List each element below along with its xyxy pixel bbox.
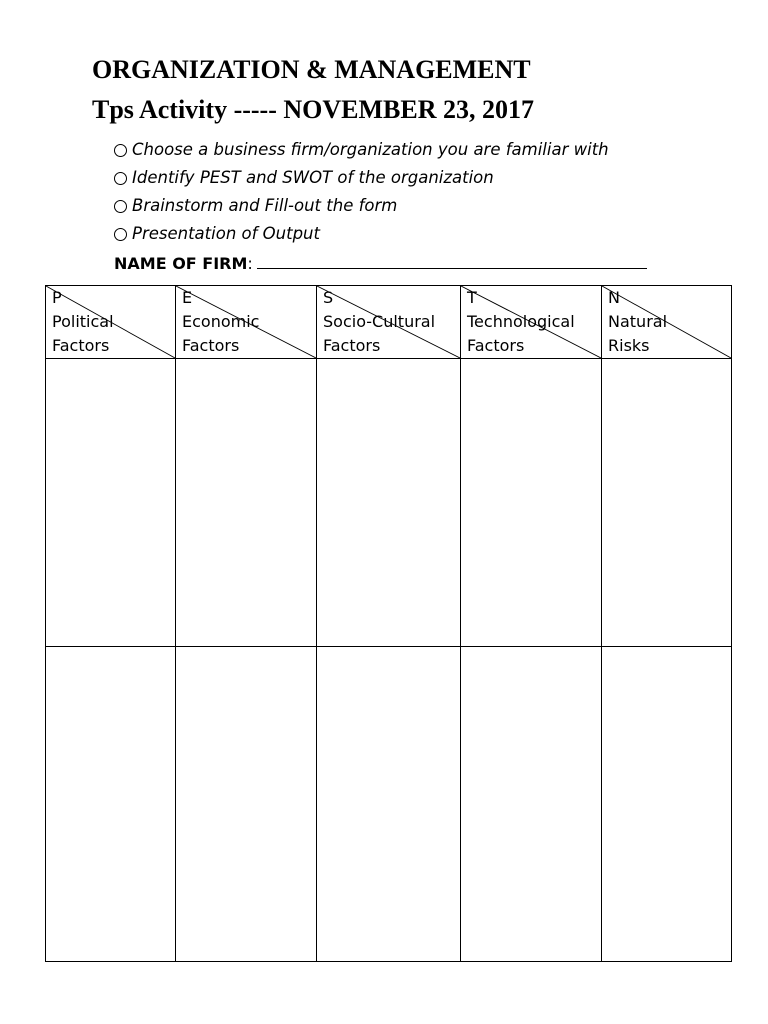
header-label: Socio-Cultural	[323, 312, 436, 331]
activity-date-title: Tps Activity ----- NOVEMBER 23, 2017	[92, 95, 534, 124]
header-letter: S	[323, 288, 334, 307]
blank-cell[interactable]	[317, 647, 461, 962]
blank-cell[interactable]	[176, 647, 317, 962]
header-label: Technological	[467, 312, 575, 331]
instruction-text: Identify PEST and SWOT of the organization	[132, 168, 494, 187]
header-letter: P	[52, 288, 62, 307]
table-row	[46, 647, 732, 962]
firm-name-row	[114, 250, 647, 278]
header-technological	[461, 286, 602, 359]
page-title: ORGANIZATION & MANAGEMENT	[92, 55, 531, 84]
circle-bullet-icon	[114, 144, 127, 157]
pest-header-row	[46, 286, 732, 359]
pest-table	[45, 285, 732, 962]
blank-cell[interactable]	[602, 647, 732, 962]
instruction-item	[114, 220, 609, 248]
header-label: Natural	[608, 312, 668, 331]
header-political	[46, 286, 176, 359]
blank-cell[interactable]	[602, 359, 732, 647]
header-label: Economic	[182, 312, 260, 331]
header-label: Political	[52, 312, 114, 331]
instruction-text: Brainstorm and Fill-out the form	[132, 196, 398, 215]
table-row	[46, 359, 732, 647]
instruction-item	[114, 164, 609, 192]
firm-name-blank-field[interactable]	[257, 252, 647, 269]
blank-cell[interactable]	[461, 647, 602, 962]
instruction-text: Presentation of Output	[132, 224, 320, 243]
circle-bullet-icon	[114, 200, 127, 213]
blank-cell[interactable]	[317, 359, 461, 647]
header-label: Factors	[467, 336, 525, 355]
firm-name-label: NAME OF FIRM	[114, 254, 248, 273]
instruction-list	[114, 136, 609, 248]
header-label: Factors	[182, 336, 240, 355]
blank-cell[interactable]	[461, 359, 602, 647]
header-label: Factors	[52, 336, 110, 355]
header-socio-cultural	[317, 286, 461, 359]
header-letter: T	[467, 288, 477, 307]
header-letter: E	[182, 288, 193, 307]
header-label: Factors	[323, 336, 381, 355]
circle-bullet-icon	[114, 172, 127, 185]
blank-cell[interactable]	[46, 359, 176, 647]
blank-cell[interactable]	[46, 647, 176, 962]
firm-name-colon: :	[247, 254, 253, 273]
blank-cell[interactable]	[176, 359, 317, 647]
circle-bullet-icon	[114, 228, 127, 241]
header-natural	[602, 286, 732, 359]
header-economic	[176, 286, 317, 359]
header-label: Risks	[608, 336, 650, 355]
header-letter: N	[608, 288, 620, 307]
instruction-item	[114, 136, 609, 164]
instruction-text: Choose a business firm/organization you are familiar with	[132, 140, 609, 159]
instruction-item	[114, 192, 609, 220]
